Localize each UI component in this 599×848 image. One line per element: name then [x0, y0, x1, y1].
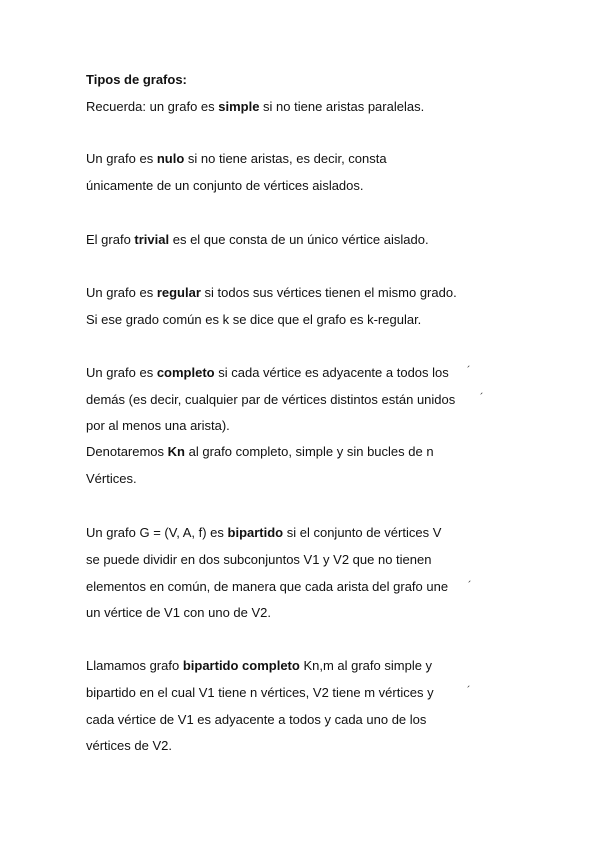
- bipartido-definition-line-1: Un grafo G = (V, A, f) es bipartido si el conjunto de vértices V: [86, 525, 442, 540]
- completo-definition-line-2: demás (es decir, cualquier par de vértices distintos están unidos: [86, 392, 456, 407]
- regular-definition-line-1: Un grafo es regular si todos sus vértices tienen el mismo grado.: [86, 285, 457, 300]
- completo-definition-line-5: Vértices.: [86, 471, 137, 486]
- stray-accent-mark: ´: [467, 685, 471, 697]
- bipartido-completo-definition-line-2: bipartido en el cual V1 tiene n vértices, V2 tiene m vértices y: [86, 685, 434, 700]
- stray-accent-mark: ´: [468, 580, 472, 592]
- bipartido-completo-definition-line-4: vértices de V2.: [86, 738, 172, 753]
- bipartido-definition-line-2: se puede dividir en dos subconjuntos V1 y V2 que no tienen: [86, 552, 432, 567]
- stray-accent-mark: ´: [467, 365, 471, 377]
- trivial-definition: El grafo trivial es el que consta de un único vértice aislado.: [86, 232, 429, 247]
- bipartido-definition-line-4: un vértice de V1 con uno de V2.: [86, 605, 272, 620]
- completo-definition-line-3: por al menos una arista).: [86, 418, 230, 433]
- stray-accent-mark: ´: [480, 392, 484, 404]
- heading: Tipos de grafos:: [86, 72, 187, 87]
- bipartido-completo-definition-line-3: cada vértice de V1 es adyacente a todos y cada uno de los: [86, 712, 427, 727]
- completo-definition-line-1: Un grafo es completo si cada vértice es adyacente a todos los: [86, 365, 449, 380]
- simple-definition: Recuerda: un grafo es simple si no tiene aristas paralelas.: [86, 99, 425, 114]
- bipartido-completo-definition-line-1: Llamamos grafo bipartido completo Kn,m al grafo simple y: [86, 658, 433, 673]
- nulo-definition-line-1: Un grafo es nulo si no tiene aristas, es decir, consta: [86, 151, 387, 166]
- regular-definition-line-2: Si ese grado común es k se dice que el grafo es k-regular.: [86, 312, 422, 327]
- nulo-definition-line-2: únicamente de un conjunto de vértices aislados.: [86, 178, 364, 193]
- kn-definition-line: Denotaremos Kn al grafo completo, simple y sin bucles de n: [86, 444, 434, 459]
- bipartido-definition-line-3: elementos en común, de manera que cada arista del grafo une: [86, 579, 449, 594]
